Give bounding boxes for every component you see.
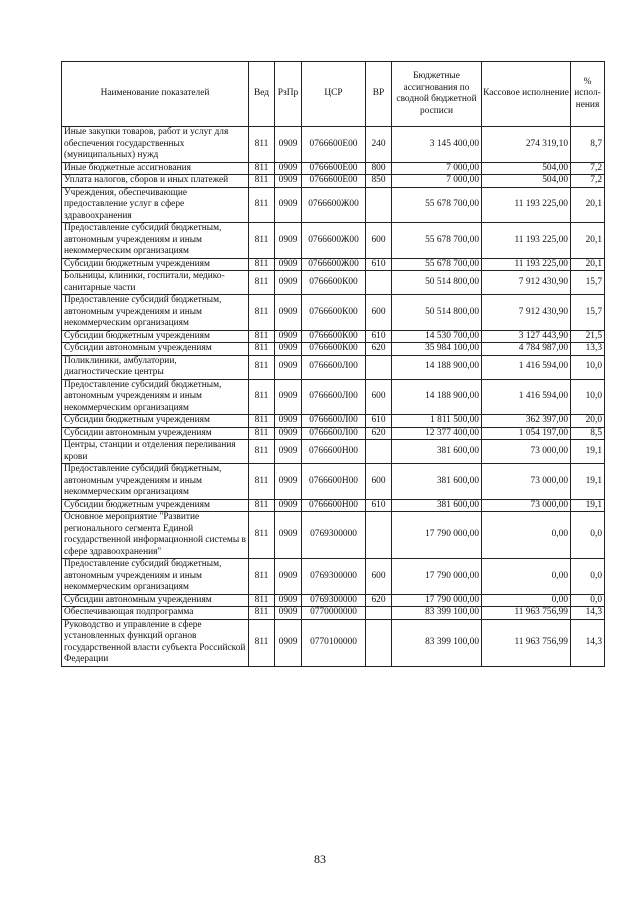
- cell-ved: 811: [249, 330, 275, 343]
- cell-ved: 811: [249, 559, 275, 595]
- cell-percent: 0,0: [571, 512, 605, 559]
- cell-csr: 0766600Н00: [302, 464, 366, 500]
- cell-ved: 811: [249, 464, 275, 500]
- cell-cash: 1 416 594,00: [482, 355, 571, 379]
- table-body: [62, 127, 605, 667]
- cell-ved: 811: [249, 127, 275, 163]
- cell-name: Субсидии бюджетным учреждениям: [62, 330, 249, 343]
- cell-percent: 19,1: [571, 499, 605, 512]
- cell-rzpr: 0909: [275, 594, 302, 607]
- cell-name: Обеспечивающая подпрограмма: [62, 607, 249, 620]
- cell-budget: 55 678 700,00: [392, 187, 482, 223]
- cell-csr: 0766600К00: [302, 295, 366, 331]
- cell-rzpr: 0909: [275, 619, 302, 666]
- cell-ved: 811: [249, 619, 275, 666]
- cell-rzpr: 0909: [275, 258, 302, 271]
- cell-name: Предоставление субсидий бюджетным, автономным учреждениям и иным некоммерческим организациям: [62, 379, 249, 415]
- cell-budget: 381 600,00: [392, 440, 482, 464]
- cell-vr: [366, 271, 392, 295]
- cell-cash: 11 193 225,00: [482, 223, 571, 259]
- cell-budget: 14 530 700,00: [392, 330, 482, 343]
- cell-rzpr: 0909: [275, 499, 302, 512]
- budget-execution-table: [61, 61, 605, 667]
- cell-percent: 19,1: [571, 464, 605, 500]
- cell-vr: 600: [366, 559, 392, 595]
- cell-name: Предоставление субсидий бюджетным, автономным учреждениям и иным некоммерческим организациям: [62, 295, 249, 331]
- table-row: [62, 379, 605, 415]
- cell-ved: 811: [249, 512, 275, 559]
- cell-ved: 811: [249, 343, 275, 356]
- cell-vr: [366, 187, 392, 223]
- cell-csr: 0766600К00: [302, 271, 366, 295]
- cell-cash: 274 319,10: [482, 127, 571, 163]
- table-row: [62, 343, 605, 356]
- table-row: [62, 295, 605, 331]
- cell-budget: 3 145 400,00: [392, 127, 482, 163]
- cell-rzpr: 0909: [275, 271, 302, 295]
- cell-cash: 1 416 594,00: [482, 379, 571, 415]
- cell-csr: 0766600Е00: [302, 175, 366, 188]
- cell-csr: 0766600Е00: [302, 127, 366, 163]
- header-rzpr: РзПр: [275, 62, 302, 127]
- cell-cash: 73 000,00: [482, 440, 571, 464]
- cell-cash: 362 397,00: [482, 415, 571, 428]
- cell-budget: 1 811 500,00: [392, 415, 482, 428]
- cell-rzpr: 0909: [275, 175, 302, 188]
- cell-cash: 11 193 225,00: [482, 187, 571, 223]
- cell-budget: 7 000,00: [392, 175, 482, 188]
- cell-rzpr: 0909: [275, 559, 302, 595]
- cell-csr: 0769300000: [302, 512, 366, 559]
- cell-ved: 811: [249, 594, 275, 607]
- table-row: [62, 271, 605, 295]
- cell-name: Субсидии бюджетным учреждениям: [62, 499, 249, 512]
- cell-vr: 600: [366, 223, 392, 259]
- cell-cash: 73 000,00: [482, 499, 571, 512]
- cell-name: Уплата налогов, сборов и иных платежей: [62, 175, 249, 188]
- cell-cash: 504,00: [482, 175, 571, 188]
- cell-csr: 0766600Н00: [302, 499, 366, 512]
- cell-percent: 7,2: [571, 162, 605, 175]
- cell-rzpr: 0909: [275, 464, 302, 500]
- cell-csr: 0766600Л00: [302, 355, 366, 379]
- cell-vr: 600: [366, 464, 392, 500]
- cell-percent: 20,1: [571, 187, 605, 223]
- cell-budget: 83 399 100,00: [392, 619, 482, 666]
- cell-cash: 0,00: [482, 559, 571, 595]
- cell-cash: 7 912 430,90: [482, 295, 571, 331]
- cell-name: Субсидии бюджетным учреждениям: [62, 415, 249, 428]
- cell-budget: 14 188 900,00: [392, 355, 482, 379]
- cell-csr: 0770100000: [302, 619, 366, 666]
- table-row: [62, 127, 605, 163]
- cell-name: Руководство и управление в сфере установленных функций органов государственной власти субъекта Российской Федерации: [62, 619, 249, 666]
- cell-rzpr: 0909: [275, 427, 302, 440]
- cell-name: Учреждения, обеспечивающие предоставление услуг в сфере здравоохранения: [62, 187, 249, 223]
- cell-ved: 811: [249, 499, 275, 512]
- table-row: [62, 162, 605, 175]
- cell-ved: 811: [249, 415, 275, 428]
- cell-name: Субсидии автономным учреждениям: [62, 343, 249, 356]
- cell-name: Субсидии автономным учреждениям: [62, 427, 249, 440]
- cell-budget: 35 984 100,00: [392, 343, 482, 356]
- header-percent: % испол-нения: [571, 62, 605, 127]
- cell-percent: 13,3: [571, 343, 605, 356]
- cell-rzpr: 0909: [275, 330, 302, 343]
- cell-percent: 7,2: [571, 175, 605, 188]
- cell-rzpr: 0909: [275, 379, 302, 415]
- cell-csr: 0766600Л00: [302, 427, 366, 440]
- cell-ved: 811: [249, 258, 275, 271]
- cell-ved: 811: [249, 162, 275, 175]
- cell-rzpr: 0909: [275, 415, 302, 428]
- cell-ved: 811: [249, 379, 275, 415]
- cell-csr: 0769300000: [302, 559, 366, 595]
- cell-percent: 21,5: [571, 330, 605, 343]
- table-row: [62, 415, 605, 428]
- cell-rzpr: 0909: [275, 127, 302, 163]
- cell-percent: 0,0: [571, 559, 605, 595]
- header-name: Наименование показателей: [62, 62, 249, 127]
- cell-budget: 381 600,00: [392, 499, 482, 512]
- table-row: [62, 175, 605, 188]
- cell-vr: 620: [366, 427, 392, 440]
- cell-cash: 73 000,00: [482, 464, 571, 500]
- table-row: [62, 499, 605, 512]
- cell-vr: 610: [366, 258, 392, 271]
- cell-ved: 811: [249, 295, 275, 331]
- cell-csr: 0766600Е00: [302, 162, 366, 175]
- cell-percent: 14,3: [571, 619, 605, 666]
- cell-ved: 811: [249, 271, 275, 295]
- cell-budget: 14 188 900,00: [392, 379, 482, 415]
- cell-csr: 0766600Л00: [302, 379, 366, 415]
- cell-cash: 7 912 430,90: [482, 271, 571, 295]
- cell-csr: 0766600К00: [302, 343, 366, 356]
- cell-rzpr: 0909: [275, 162, 302, 175]
- cell-percent: 10,0: [571, 355, 605, 379]
- cell-csr: 0766600Ж00: [302, 223, 366, 259]
- cell-csr: 0770000000: [302, 607, 366, 620]
- cell-percent: 8,7: [571, 127, 605, 163]
- cell-rzpr: 0909: [275, 512, 302, 559]
- cell-cash: 0,00: [482, 594, 571, 607]
- cell-vr: [366, 440, 392, 464]
- cell-name: Иные закупки товаров, работ и услуг для обеспечения государственных (муниципальных) нужд: [62, 127, 249, 163]
- header-csr: ЦСР: [302, 62, 366, 127]
- table-row: [62, 440, 605, 464]
- cell-budget: 55 678 700,00: [392, 223, 482, 259]
- cell-budget: 7 000,00: [392, 162, 482, 175]
- cell-budget: 17 790 000,00: [392, 594, 482, 607]
- table-row: [62, 464, 605, 500]
- cell-vr: 600: [366, 295, 392, 331]
- cell-rzpr: 0909: [275, 440, 302, 464]
- cell-cash: 11 963 756,99: [482, 607, 571, 620]
- table-row: [62, 427, 605, 440]
- cell-cash: 11 963 756,99: [482, 619, 571, 666]
- table-row: [62, 330, 605, 343]
- table-row: [62, 512, 605, 559]
- cell-ved: 811: [249, 427, 275, 440]
- cell-ved: 811: [249, 187, 275, 223]
- cell-vr: 240: [366, 127, 392, 163]
- cell-rzpr: 0909: [275, 223, 302, 259]
- cell-csr: 0766600К00: [302, 330, 366, 343]
- header-budget: Бюджетные ассигнования по сводной бюджетной росписи: [392, 62, 482, 127]
- table-row: [62, 355, 605, 379]
- cell-percent: 14,3: [571, 607, 605, 620]
- cell-cash: 4 784 987,00: [482, 343, 571, 356]
- cell-vr: 850: [366, 175, 392, 188]
- cell-percent: 10,0: [571, 379, 605, 415]
- cell-percent: 20,1: [571, 258, 605, 271]
- cell-budget: 381 600,00: [392, 464, 482, 500]
- cell-name: Основное мероприятие "Развитие регионального сегмента Единой государственной информационной системы в сфере здравоохранения": [62, 512, 249, 559]
- cell-csr: 0766600Ж00: [302, 187, 366, 223]
- cell-vr: 600: [366, 379, 392, 415]
- cell-name: Иные бюджетные ассигнования: [62, 162, 249, 175]
- cell-percent: 15,7: [571, 295, 605, 331]
- cell-percent: 20,1: [571, 223, 605, 259]
- cell-vr: [366, 355, 392, 379]
- header-vr: ВР: [366, 62, 392, 127]
- cell-name: Поликлиники, амбулатории, диагностические центры: [62, 355, 249, 379]
- cell-cash: 11 193 225,00: [482, 258, 571, 271]
- cell-vr: [366, 607, 392, 620]
- cell-csr: 0766600Л00: [302, 415, 366, 428]
- cell-name: Субсидии автономным учреждениям: [62, 594, 249, 607]
- cell-cash: 504,00: [482, 162, 571, 175]
- cell-budget: 17 790 000,00: [392, 512, 482, 559]
- cell-ved: 811: [249, 440, 275, 464]
- cell-vr: 610: [366, 499, 392, 512]
- cell-cash: 3 127 443,90: [482, 330, 571, 343]
- cell-name: Предоставление субсидий бюджетным, автономным учреждениям и иным некоммерческим организациям: [62, 223, 249, 259]
- table-row: [62, 619, 605, 666]
- cell-cash: 0,00: [482, 512, 571, 559]
- cell-budget: 55 678 700,00: [392, 258, 482, 271]
- cell-vr: 800: [366, 162, 392, 175]
- cell-rzpr: 0909: [275, 343, 302, 356]
- cell-csr: 0769300000: [302, 594, 366, 607]
- cell-percent: 15,7: [571, 271, 605, 295]
- header-cash: Кассовое исполнение: [482, 62, 571, 127]
- cell-vr: [366, 619, 392, 666]
- table-header-row: [62, 62, 605, 127]
- cell-budget: 50 514 800,00: [392, 295, 482, 331]
- cell-vr: 620: [366, 594, 392, 607]
- cell-budget: 12 377 400,00: [392, 427, 482, 440]
- cell-cash: 1 054 197,00: [482, 427, 571, 440]
- table-row: [62, 607, 605, 620]
- cell-csr: 0766600Ж00: [302, 258, 366, 271]
- cell-percent: 19,1: [571, 440, 605, 464]
- cell-percent: 20,0: [571, 415, 605, 428]
- cell-budget: 50 514 800,00: [392, 271, 482, 295]
- cell-rzpr: 0909: [275, 295, 302, 331]
- cell-name: Предоставление субсидий бюджетным, автономным учреждениям и иным некоммерческим организациям: [62, 464, 249, 500]
- table-row: [62, 223, 605, 259]
- header-ved: Вед: [249, 62, 275, 127]
- cell-vr: [366, 512, 392, 559]
- cell-csr: 0766600Н00: [302, 440, 366, 464]
- cell-percent: 0,0: [571, 594, 605, 607]
- table-row: [62, 594, 605, 607]
- cell-name: Предоставление субсидий бюджетным, автономным учреждениям и иным некоммерческим организациям: [62, 559, 249, 595]
- cell-vr: 620: [366, 343, 392, 356]
- cell-vr: 610: [366, 415, 392, 428]
- cell-vr: 610: [366, 330, 392, 343]
- cell-rzpr: 0909: [275, 355, 302, 379]
- cell-ved: 811: [249, 355, 275, 379]
- cell-rzpr: 0909: [275, 187, 302, 223]
- cell-ved: 811: [249, 223, 275, 259]
- cell-name: Субсидии бюджетным учреждениям: [62, 258, 249, 271]
- table-row: [62, 187, 605, 223]
- cell-percent: 8,5: [571, 427, 605, 440]
- cell-budget: 83 399 100,00: [392, 607, 482, 620]
- cell-rzpr: 0909: [275, 607, 302, 620]
- cell-ved: 811: [249, 175, 275, 188]
- cell-budget: 17 790 000,00: [392, 559, 482, 595]
- cell-name: Больницы, клиники, госпитали, медико-санитарные части: [62, 271, 249, 295]
- table-row: [62, 258, 605, 271]
- cell-name: Центры, станции и отделения переливания крови: [62, 440, 249, 464]
- page-number: 83: [314, 852, 326, 866]
- cell-ved: 811: [249, 607, 275, 620]
- table-row: [62, 559, 605, 595]
